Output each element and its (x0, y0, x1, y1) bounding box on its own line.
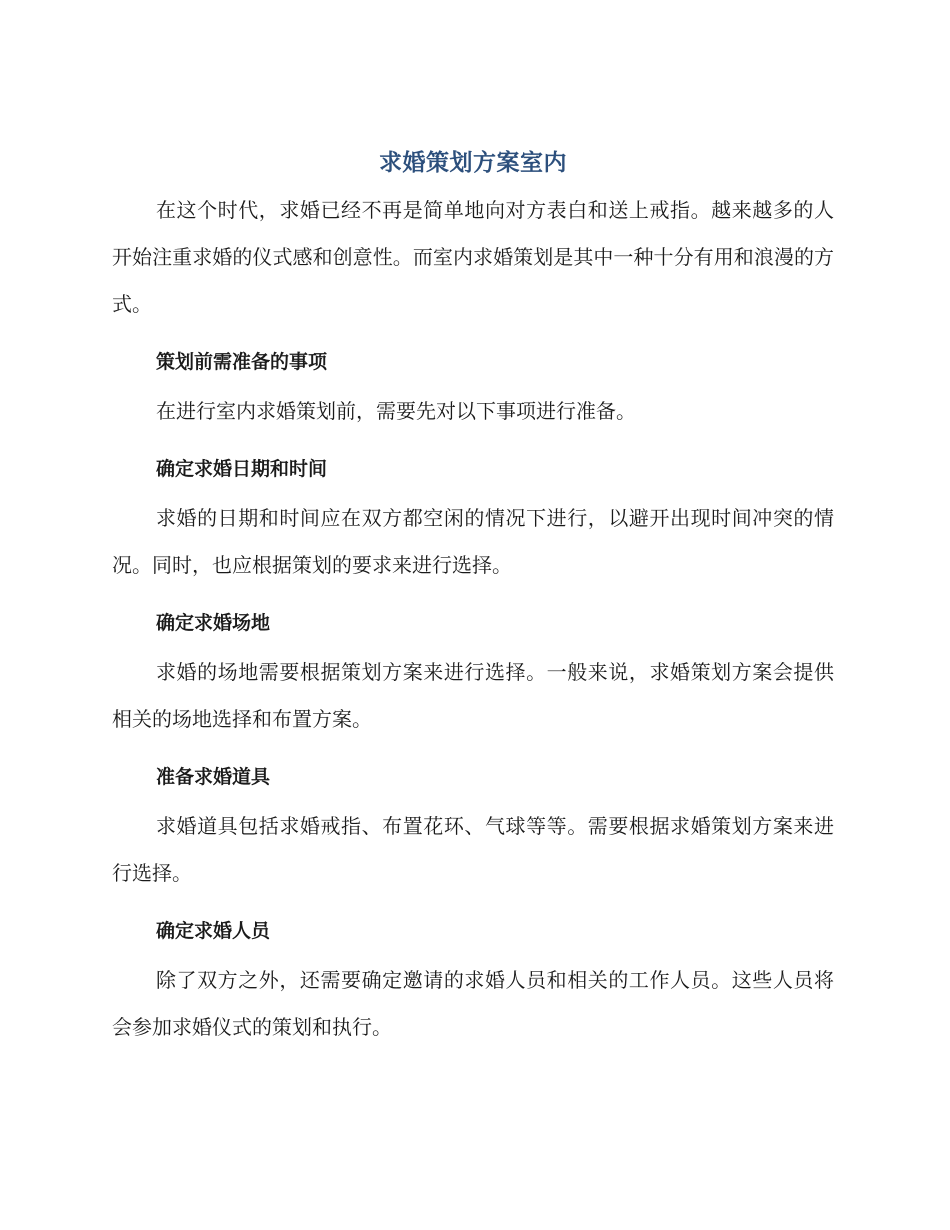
section-heading-personnel: 确定求婚人员 (156, 920, 271, 942)
section-body-props: 求婚道具包括求婚戒指、布置花环、气球等等。需要根据求婚策划方案来进行选择。 (112, 814, 834, 885)
intro-paragraph: 在这个时代，求婚已经不再是简单地向对方表白和送上戒指。越来越多的人开始注重求婚的仪式感和创意性。而室内求婚策划是其中一种十分有用和浪漫的方式。 (112, 198, 834, 316)
section-heading-preparation: 策划前需准备的事项 (156, 351, 328, 373)
document-title: 求婚策划方案室内 (379, 150, 567, 176)
section-body-date-time: 求婚的日期和时间应在双方都空闲的情况下进行，以避开出现时间冲突的情况。同时，也应根据策划的要求来进行选择。 (112, 506, 834, 577)
section-heading-venue: 确定求婚场地 (156, 612, 271, 634)
section-body-venue: 求婚的场地需要根据策划方案来进行选择。一般来说，求婚策划方案会提供相关的场地选择和布置方案。 (112, 660, 834, 731)
section-body-personnel: 除了双方之外，还需要确定邀请的求婚人员和相关的工作人员。这些人员将会参加求婚仪式的策划和执行。 (112, 968, 834, 1039)
section-heading-props: 准备求婚道具 (156, 766, 271, 788)
section-body-preparation: 在进行室内求婚策划前，需要先对以下事项进行准备。 (156, 399, 636, 423)
document-content (112, 145, 834, 1051)
section-heading-date-time: 确定求婚日期和时间 (156, 458, 328, 480)
